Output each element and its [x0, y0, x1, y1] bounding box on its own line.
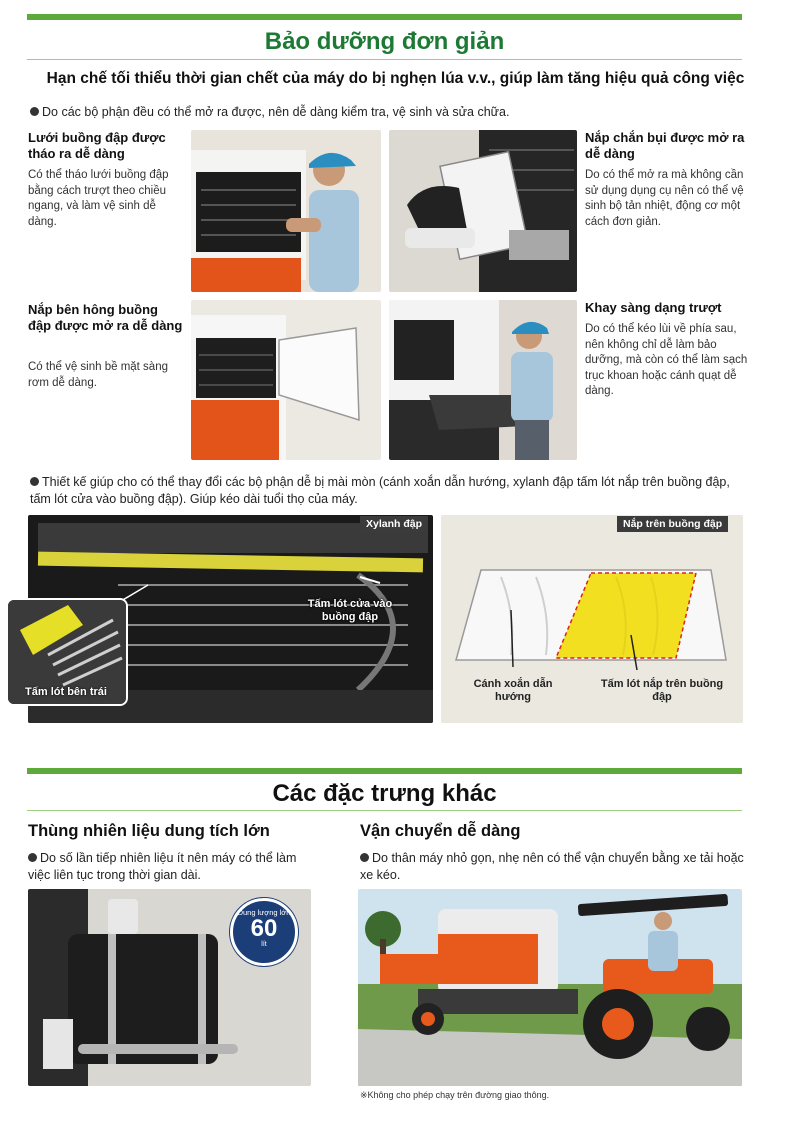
top-accent-bar [27, 14, 742, 20]
inset-left-liner [6, 598, 128, 706]
bullet-access [30, 104, 750, 121]
tag-upper-cover: Nắp trên buồng đập [617, 516, 728, 532]
item-body-dust-cover: Do có thể mở ra mà không cần sử dụng dụng cụ nên có thể vệ sinh bộ tản nhiệt, động cơ một cách đơn giản. [585, 169, 744, 228]
feature-body-fuel-text: Do số lần tiếp nhiên liệu ít nên máy có thể làm việc liên tục trong thời gian dài. [28, 851, 297, 882]
label-guide-vane: Cánh xoắn dẫn hướng [473, 678, 553, 703]
item-title-side-cover: Nắp bên hông buồng đập được mở ra dễ dàng [28, 302, 183, 333]
fuel-capacity-badge [230, 898, 298, 966]
label-left-liner: Tấm lót bên trái [25, 686, 107, 698]
item-body-sliding-tray: Do có thể kéo lùi về phía sau, nên không chỉ dễ làm bảo dưỡng, mà còn có thể làm sạch trục khoan hoặc cánh quạt dễ dàng. [585, 323, 748, 397]
feature-body-fuel-tank [28, 850, 318, 884]
tag-threshing-cylinder: Xylanh đập [360, 516, 428, 532]
item-body-side-cover: Có thể vệ sinh bề mặt sàng rơm dễ dàng. [28, 361, 168, 389]
bullet-dot [360, 853, 369, 862]
item-title-sliding-tray: Khay sàng dạng trượt [585, 300, 722, 315]
photo-side-cover [191, 300, 381, 460]
photo-transport-tractor [358, 889, 742, 1086]
item-title-dust-cover: Nắp chắn bụi được mở ra dễ dàng [585, 130, 745, 161]
title-underline [27, 59, 742, 60]
bullet-wear-parts [30, 474, 750, 508]
bullet-dot [30, 107, 39, 116]
section-subtitle: Hạn chế tối thiểu thời gian chết của máy do bị nghẹn lúa v.v., giúp làm tăng hiệu quả công việc [46, 70, 745, 87]
feature-body-transport-text: Do thân máy nhỏ gọn, nhẹ nên có thể vận chuyển bằng xe tải hoặc xe kéo. [360, 851, 744, 882]
feature-title-transport: Vận chuyển dễ dàng [360, 822, 521, 840]
bullet-access-text: Do các bộ phận đều có thể mở ra được, nên dễ dàng kiểm tra, vệ sinh và sửa chữa. [42, 105, 510, 119]
badge-value: 60 [250, 915, 278, 942]
photo-dust-cover [389, 130, 577, 292]
label-inlet-liner: Tấm lót cửa vào buồng đập [307, 598, 393, 623]
item-body-sieve: Có thể tháo lưới buồng đập bằng cách trượt theo chiều ngang, và làm vệ sinh dễ dàng. [28, 169, 169, 228]
photo-sliding-tray [389, 300, 577, 460]
section-title-other-features: Các đặc trưng khác [272, 780, 497, 807]
label-cover-liner: Tấm lót nắp trên buồng đập [600, 678, 724, 703]
transport-note: ※Không cho phép chạy trên đường giao thông. [360, 1090, 550, 1100]
item-title-sieve: Lưới buồng đập được tháo ra dễ dàng [28, 130, 166, 161]
badge-unit: lít [261, 941, 267, 948]
bullet-dot [28, 853, 37, 862]
bullet-wear-parts-text: Thiết kế giúp cho có thể thay đổi các bộ phận dễ bị mài mòn (cánh xoắn dẫn hướng, xylanh đập tấm lót nắp trên buồng đập, tấm lót cửa vào buồng đập). Giúp kéo dài tuổi thọ của máy. [30, 475, 730, 506]
section-title-maintenance: Bảo dưỡng đơn giản [264, 28, 505, 55]
feature-title-fuel-tank: Thùng nhiên liệu dung tích lớn [28, 822, 270, 840]
badge-top-text: Dung lượng lớn [237, 908, 291, 917]
feature-body-transport [360, 850, 750, 884]
section2-accent-bar [27, 768, 742, 774]
bullet-dot [30, 477, 39, 486]
section2-underline [27, 810, 742, 811]
photo-sieve-removal [191, 130, 381, 292]
